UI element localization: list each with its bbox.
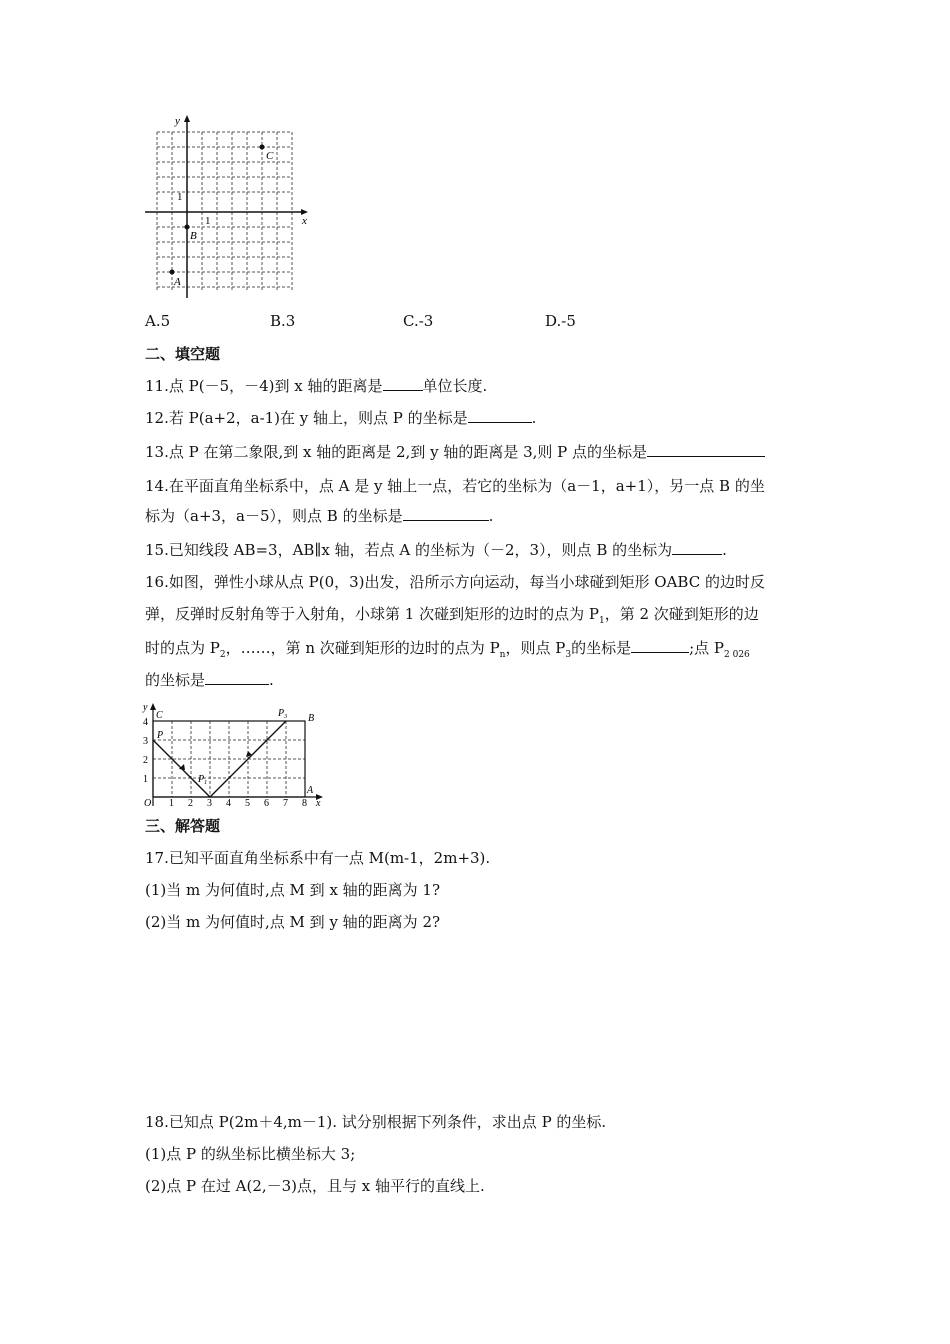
point-a-label: A [174,276,181,288]
question-17-part-1: (1)当 m 为何值时,点 M 到 x 轴的距离为 1? [145,881,441,899]
rectangle-bounce-figure [140,702,330,808]
x-tick-1: 1 [169,798,174,808]
point-p3-label: $P_3$ [278,708,288,720]
point-b-label: B [308,713,315,724]
question-13: 13.点 P 在第二象限,到 x 轴的距离是 2,到 y 轴的距离是 3,则 P 点的坐标是 [145,442,765,462]
origin-label: O [144,798,152,808]
x-tick-4: 4 [226,798,231,808]
x-axis-label: x [316,798,321,808]
y-axis-label: y [143,702,148,713]
point-a [170,270,175,275]
question-16-line-3: 时的点为 $P_2$，……，第 n 次碰到矩形的边时的点为 $P_n$，则点 $P_3$的坐标是 ;点 $P_{2 026}$ [145,639,750,660]
x-axis-label: x [302,215,307,227]
question-16-line-2: 弹，反弹时反射角等于入射角，小球第 1 次碰到矩形的边时的点为 $P_1$，第 2 次碰到矩形的边 [145,605,759,626]
y-tick-4: 4 [143,717,148,728]
y-axis-label: y [175,115,180,127]
point-c [260,145,265,150]
x-tick-6: 6 [264,798,269,808]
point-p-label: P [157,730,164,741]
choice-c: C.-3 [403,312,434,330]
question-16-line-1: 16.如图，弹性小球从点 P(0，3)出发，沿所示方向运动，每当小球碰到矩形 OABC 的边时反 [145,573,765,591]
y-tick-1: 1 [143,774,148,785]
x-tick-3: 3 [207,798,212,808]
question-18-part-1: (1)点 P 的纵坐标比横坐标大 3; [145,1145,356,1163]
question-16-line-4: 的坐标是 . [145,671,274,689]
question-15: 15.已知线段 AB=3，AB∥x 轴，若点 A 的坐标为（－2，3），则点 B 的坐标为 . [145,541,727,559]
point-b-label: B [190,230,197,242]
point-a-label: A [307,785,314,796]
point-c-label: C [156,710,163,721]
y-tick-3: 3 [143,736,148,747]
point-b [185,225,190,230]
y-tick-2: 2 [143,755,148,766]
question-11: 11.点 P(－5，－4)到 x 轴的距离是 单位长度. [145,377,488,395]
point-c-label: C [266,150,274,162]
point-p1-label: $P_1$ [198,774,208,786]
x-tick-2: 2 [188,798,193,808]
x-tick-7: 7 [283,798,288,808]
x-tick-label: 1 [205,215,211,227]
question-17-part-2: (2)当 m 为何值时,点 M 到 y 轴的距离为 2? [145,913,441,931]
x-tick-5: 5 [245,798,250,808]
question-18-part-2: (2)点 P 在过 A(2,－3)点，且与 x 轴平行的直线上. [145,1177,485,1195]
choice-b: B.3 [270,312,296,330]
section-title-answer: 三、解答题 [145,817,221,835]
choice-a: A.5 [145,312,171,330]
choice-d: D.-5 [545,312,576,330]
question-12: 12.若 P(a+2，a-1)在 y 轴上，则点 P 的坐标是 . [145,409,537,427]
section-title-fill-blank: 二、填空题 [145,345,221,363]
question-18-stem: 18.已知点 P(2m＋4,m－1). 试分别根据下列条件，求出点 P 的坐标. [145,1113,607,1131]
y-tick-label: 1 [177,191,183,203]
question-14-line-1: 14.在平面直角坐标系中，点 A 是 y 轴上一点，若它的坐标为（a－1，a+1），另一点 B 的坐 [145,477,765,495]
coordinate-grid-figure [140,112,320,302]
question-14-line-2: 标为（a+3，a－5），则点 B 的坐标是 . [145,507,494,525]
x-tick-8: 8 [302,798,307,808]
question-17-stem: 17.已知平面直角坐标系中有一点 M(m-1，2m+3). [145,849,491,867]
